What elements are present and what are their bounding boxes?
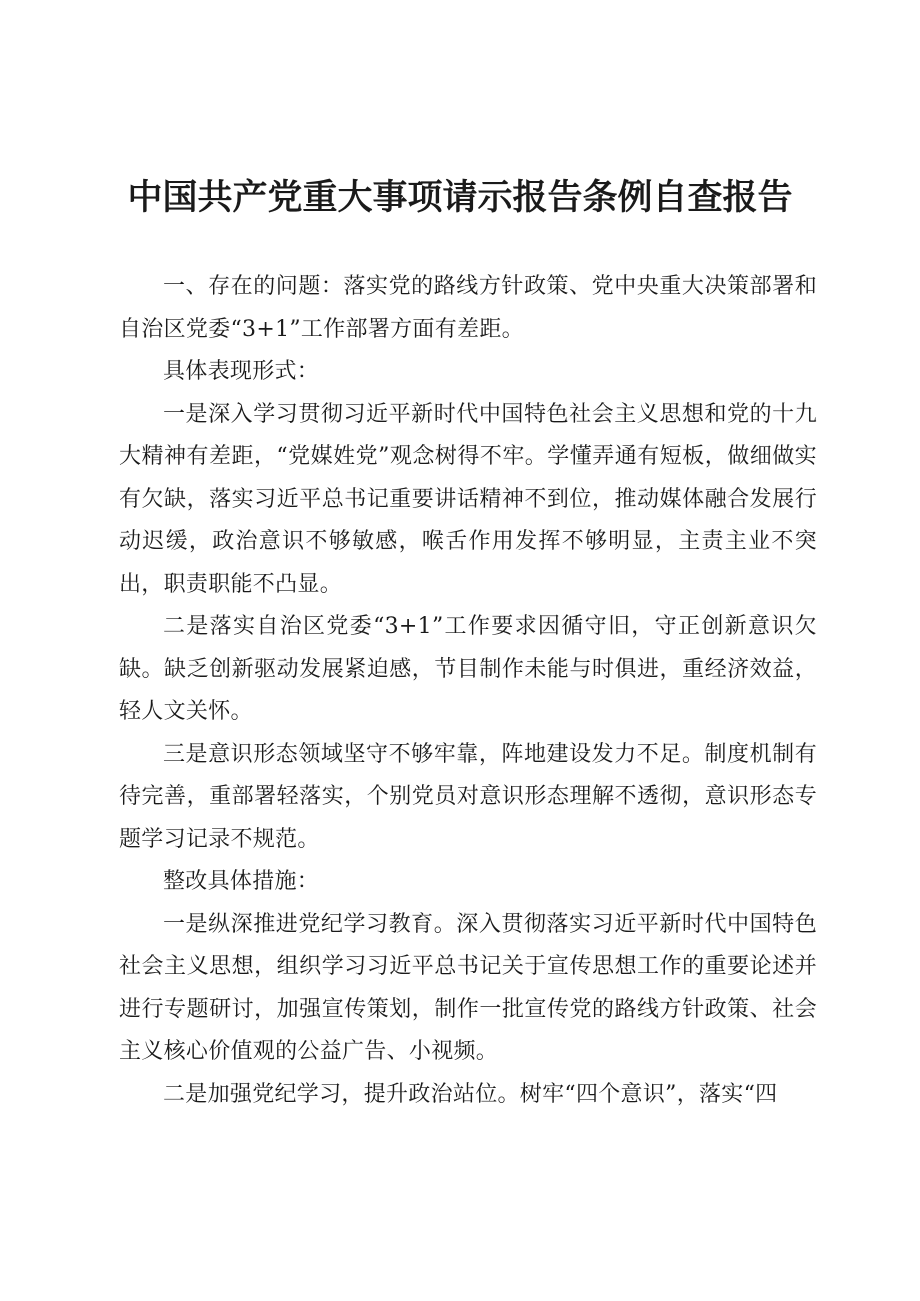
paragraph-heading-forms: 具体表现形式：	[163, 359, 320, 384]
paragraph-heading-measures: 整改具体措施：	[163, 869, 320, 894]
document-title: 中国共产党重大事项请示报告条例自查报告	[127, 178, 793, 218]
paragraph-measure-2: 二是加强党纪学习，提升政治站位。树牢“四个意识”，落实“四	[163, 1081, 778, 1107]
paragraph-item-1: 一是深入学习贯彻习近平新时代中国特色社会主义思想和党的十九大精神有差距，“党媒姓党”观念树得不牢。学懂弄通有短板，做细做实有欠缺，落实习近平总书记重要讲话精神不到位，推动媒体融合发展行动迟缓，政治意识不够敏感，喉舌作用发挥不够明显，主责主业不突出，职责职能不凸显。	[119, 401, 817, 597]
paragraph-item-3: 三是意识形态领域坚守不够牢靠，阵地建设发力不足。制度机制有待完善，重部署轻落实，个别党员对意识形态理解不透彻，意识形态专题学习记录不规范。	[119, 741, 817, 852]
paragraph-problem: 一、存在的问题：落实党的路线方针政策、党中央重大决策部署和自治区党委“3+1”工作部署方面有差距。	[119, 274, 817, 342]
paragraph-item-2: 二是落实自治区党委“3+1”工作要求因循守旧，守正创新意识欠缺。缺乏创新驱动发展紧迫感，节目制作未能与时俱进，重经济效益，轻人文关怀。	[119, 614, 817, 724]
paragraph-measure-1: 一是纵深推进党纪学习教育。深入贯彻落实习近平新时代中国特色社会主义思想，组织学习习近平总书记关于宣传思想工作的重要论述并进行专题研讨，加强宣传策划，制作一批宣传党的路线方针政策、社会主义核心价值观的公益广告、小视频。	[119, 911, 817, 1064]
document-body	[119, 266, 817, 1116]
